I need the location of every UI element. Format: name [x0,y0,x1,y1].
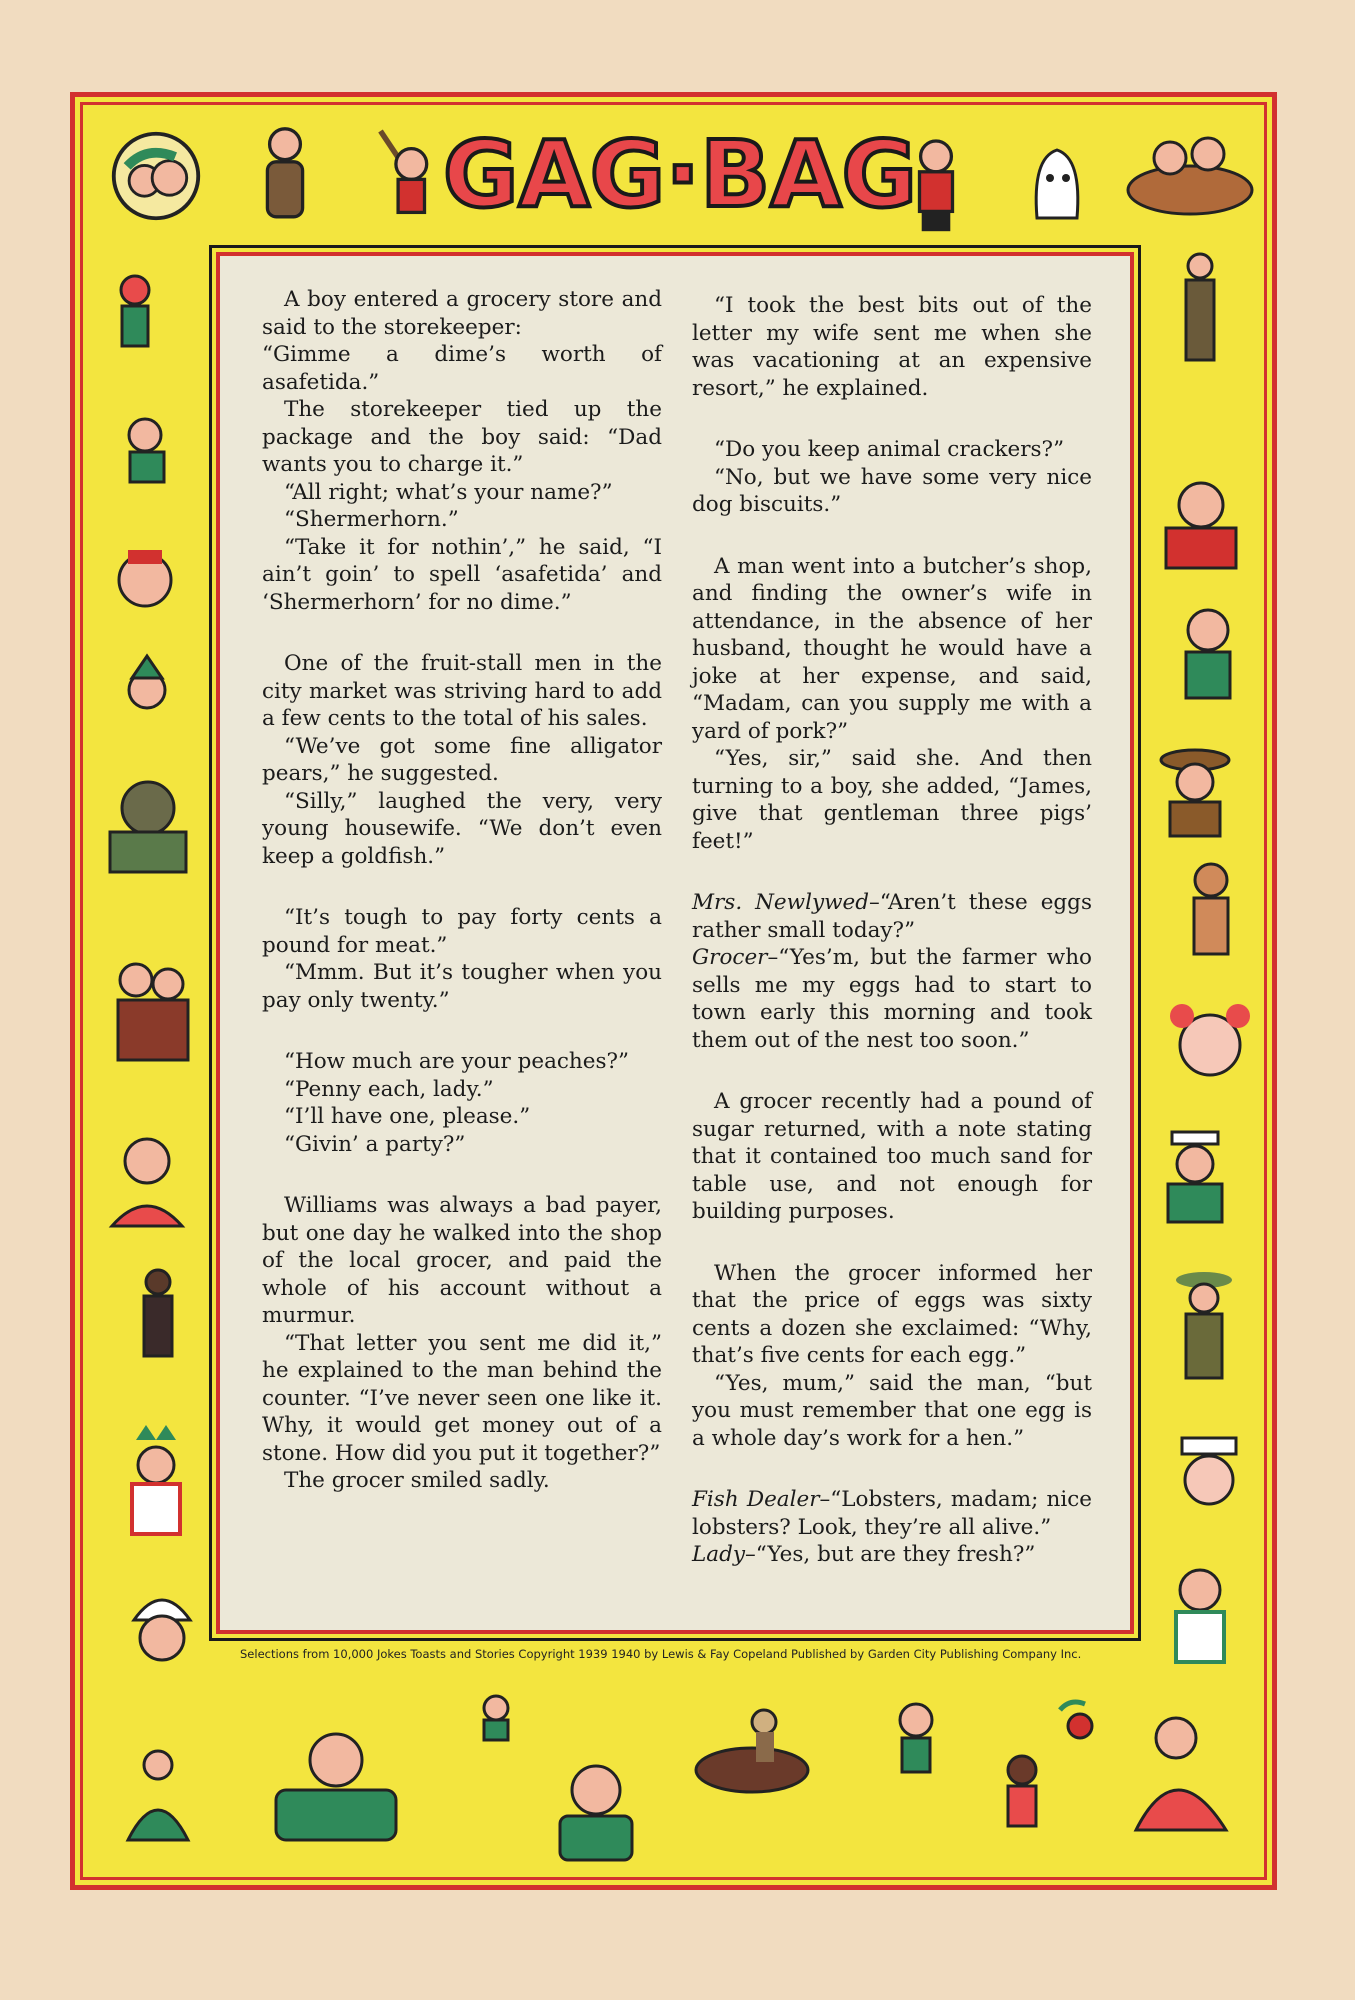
worried-man-icon [256,1720,416,1850]
joke-letter [692,292,1092,402]
joke-paragraph: “Yes, mum,” said the man, “but you must remember that one egg is a whole day’s work for a hen.” [692,1370,1092,1451]
boy-with-bat-icon [368,120,448,230]
fruit-icon [1040,1690,1110,1750]
running-boy-icon [100,410,200,510]
copyright-credits: Selections from 10,000 Jokes Toasts and Stories Copyright 1939 1940 by Lewis & Fay Copeland Published by Garden City Publishing Company Inc. [240,1647,1082,1661]
soldiers-portrait-icon [108,128,204,224]
title-text: GAG·BAG [442,121,918,228]
cowboy-bust-icon [1146,470,1256,570]
horse-rider-icon [672,1700,832,1820]
small-boy-icon [996,1750,1048,1850]
joke-paragraph: The storekeeper tied up the package and the boy said: “Dad wants you to charge it.” [262,397,662,477]
walking-man-icon [118,1262,198,1402]
joke-paragraph: “Yes, sir,” said she. And then turning to a boy, she added, “James, give that gentleman three pigs’ feet!” [692,746,1092,854]
small-figure-icon [466,1686,526,1746]
speaker-name: Mrs. Newlywed [692,890,869,915]
joke-paragraph: “We’ve got some fine alligator pears,” he suggested. [262,733,662,786]
joke-paragraph: “It’s tough to pay forty cents a pound for meat.” [262,905,662,958]
dancing-girl-icon [108,1740,218,1850]
girl-figure-icon [100,270,170,380]
soldier-bust-icon [90,766,205,876]
cadet-icon [1164,1428,1254,1528]
joke-paragraph: “Givin’ a party?” [284,1131,466,1157]
thinking-man-icon [536,1754,656,1864]
joke-peaches [262,1048,662,1158]
face-icon [110,540,180,620]
joke-paragraph: The grocer smiled sadly. [284,1468,550,1493]
joke-paragraph: “Silly,” laughed the very, very young housewife. “We don’t even keep a goldfish.” [262,788,662,869]
joke-alligator-pears [262,650,662,870]
gunman-icon [1164,1266,1244,1396]
dialogue-text: –“Yes, but are they fresh?” [745,1542,1036,1567]
joke-newlywed [692,889,1092,1054]
speaker-name: Fish Dealer [692,1487,820,1512]
king-icon [106,1420,206,1550]
dialogue-line [692,1486,1092,1541]
joke-paragraph: “Gimme a dime’s worth of asafetida.” [262,342,662,395]
sailor-icon [1150,1126,1240,1226]
native-man-icon [1176,858,1246,968]
dialogue-line [692,889,1092,944]
joke-paragraph: “That letter you sent me did it,” he explained to the man behind the counter. “I’ve never seen one like it. Why, it would get money out of a stone. How did you put it together?” [262,1330,662,1466]
joke-paragraph: One of the fruit-stall men in the city market was striving hard to add a few cents to the total of his sales. [262,651,662,731]
joke-paragraph: A boy entered a grocery store and said to the storekeeper: [262,287,662,340]
soldiers-in-foxhole-icon [1120,110,1260,220]
dialogue-text: –“Yes’m, but the farmer who sells me my eggs had to start to town early this morning and took them out of the nest too soon.” [692,945,1092,1053]
kid-batter-icon [896,130,976,240]
joke-paragraph: Williams was always a bad payer, but one day he walked into the shop of the local grocer, and paid the whole of his account without a murmur. [262,1193,662,1328]
dialogue-text: –“Aren’t these eggs rather small today?” [692,890,1092,943]
chubby-boy-icon [1168,600,1248,710]
policeman-icon [1150,1560,1250,1690]
joke-paragraph: “How much are your peaches?” [284,1049,630,1074]
dialogue-text: –“Lobsters, madam; nice lobsters? Look, they’re all alive.” [692,1487,1092,1540]
left-column [262,286,662,1529]
joke-williams [262,1192,662,1495]
joke-paragraph: When the grocer informed her that the price of eggs was sixty cents a dozen she exclaimed: “Why, that’s five cents for each egg.” [692,1260,1092,1368]
joke-paragraph: “I’ll have one, please.” [284,1104,531,1129]
joke-fish [692,1486,1092,1569]
dialogue-line [692,1541,1092,1569]
right-column [692,292,1092,1603]
speaker-name: Lady [692,1542,746,1567]
dialogue-line [692,944,1092,1054]
gag-bag-title-logo [442,108,918,233]
joke-sugar [692,1088,1092,1226]
joke-paragraph: “Take it for nothin’,” he said, “I ain’t goin’ to spell ‘asafetida’ and ‘Shermerhorn’ for no dime.” [262,534,662,615]
elf-icon [112,650,182,730]
joke-eggs-price [692,1260,1092,1453]
joke-paragraph: “Do you keep animal crackers?” [714,437,1065,462]
ranger-icon [1150,740,1240,840]
joke-animal-crackers [692,436,1092,519]
woman-portrait-icon [102,1126,192,1236]
joke-paragraph: “Shermerhorn.” [284,507,459,532]
ghost-icon [1022,138,1092,228]
joke-paragraph: “I took the best bits out of the letter my wife sent me when she was vacationing at an expensive resort,” he explained. [692,293,1092,401]
helmet-soldier-icon [122,1580,202,1690]
man-figure-icon [252,120,318,230]
joke-paragraph: A grocer recently had a pound of sugar returned, with a note stating that it contained too much sand for table use, and not enough for building purposes. [692,1089,1092,1224]
little-girl-icon [886,1696,946,1786]
joke-butcher [692,553,1092,856]
joke-paragraph: “No, but we have some very nice dog biscuits.” [692,464,1092,517]
joke-paragraph: A man went into a butcher’s shop, and finding the owner’s wife in attendance, in the absence of her husband, thought he would have a joke at her expense, and said, “Madam, can you supply me with a yard of pork?” [692,553,1092,744]
couple-icon [96,950,206,1090]
joke-meat [262,904,662,1014]
joke-asafetida [262,286,662,616]
girl-with-bows-icon [1160,990,1260,1090]
joke-paragraph: “All right; what’s your name?” [284,479,613,505]
soldier-standing-icon [1170,248,1230,378]
joke-paragraph: “Mmm. But it’s tougher when you pay only twenty.” [262,960,662,1013]
joke-paragraph: “Penny each, lady.” [284,1076,494,1102]
speaker-name: Grocer [692,945,768,970]
jokes-text-panel [216,252,1134,1634]
running-woman-icon [1116,1710,1246,1850]
